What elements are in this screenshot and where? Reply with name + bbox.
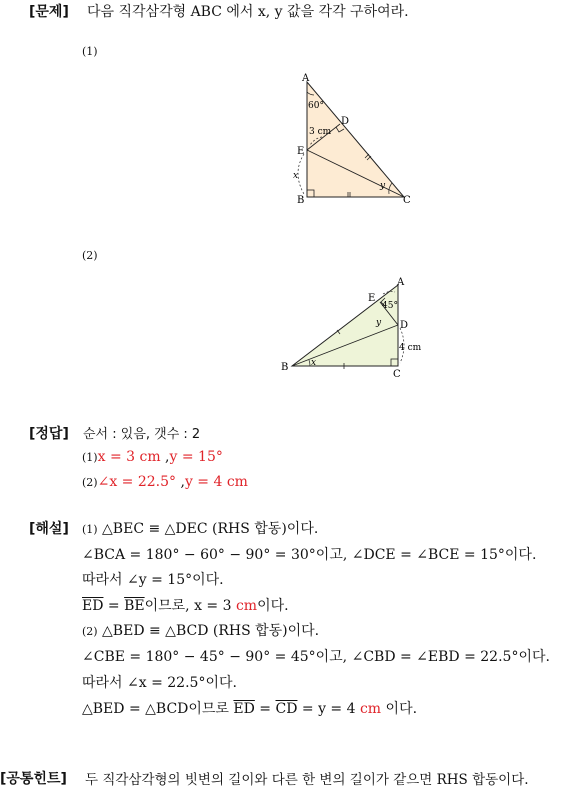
figure2-number: (2) — [82, 249, 98, 262]
figure1-triangle — [280, 70, 420, 210]
fig2-label-d: D — [400, 320, 409, 331]
fig1-label-a: A — [302, 73, 310, 84]
figure1-number: (1) — [82, 45, 98, 58]
figure2-triangle — [275, 272, 425, 382]
hint-tag: [공통힌트] — [0, 771, 67, 787]
fig2-label-a: A — [397, 277, 405, 288]
hint-text: 두 직각삼각형의 빗변의 길이와 다른 한 변의 길이가 같으면 RHS 합동이다. — [85, 772, 529, 788]
solution-line8: △BED = △BCD이므로 $\overline{ED} = \overline{CD} = y = 4$ cm 이다. — [82, 701, 418, 717]
solution-line5: (2) △BED ≡ △BCD (RHS 합동)이다. — [82, 623, 320, 639]
answer-tag: [정답] — [29, 426, 69, 442]
solution-line2: ∠BCA = 180° − 60° − 90° = 30°이고, ∠DCE = ∠BCE = 15°이다. — [82, 547, 537, 563]
answer-line3: (2)∠x = 22.5° ,y = 4 cm — [82, 474, 248, 490]
fig1-label-d: D — [341, 116, 350, 127]
solution-line4: $\overline{ED} = \overline{BE}$이므로, x = 3 cm이다. — [82, 598, 289, 614]
solution-line7: 따라서 ∠x = 22.5°이다. — [82, 675, 237, 691]
fig2-var-y: y — [376, 318, 382, 328]
problem-tag: [문제] — [29, 4, 69, 20]
fig2-label-e: E — [368, 293, 376, 304]
answer-line2: (1)x = 3 cm ,y = 15° — [82, 449, 223, 465]
problem-text: 다음 직각삼각형 ABC 에서 x, y 값을 각각 구하여라. — [87, 4, 409, 20]
solution-tag: [해설] — [29, 521, 69, 537]
fig2-length: 4 cm — [399, 343, 422, 353]
fig1-label-e: E — [297, 146, 305, 157]
fig2-angle: 45° — [382, 301, 398, 311]
fig1-label-b: B — [297, 195, 305, 206]
solution-line1: (1) △BEC ≡ △DEC (RHS 합동)이다. — [82, 521, 319, 537]
answer-line1: 순서 : 있음, 갯수 : 2 — [83, 427, 201, 442]
fig1-angle-a: 60° — [308, 101, 324, 111]
fig1-length: 3 cm — [309, 127, 332, 137]
solution-line3: 따라서 ∠y = 15°이다. — [82, 572, 224, 588]
fig1-var-y: y — [380, 181, 386, 191]
fig1-var-x: x — [293, 171, 299, 181]
fig2-label-b: B — [281, 362, 289, 373]
fig1-label-c: C — [403, 195, 411, 206]
fig2-var-x: x — [311, 358, 317, 368]
solution-line6: ∠CBE = 180° − 45° − 90° = 45°이고, ∠CBD = ∠EBD = 22.5°이다. — [82, 649, 550, 665]
fig2-label-c: C — [393, 369, 401, 380]
